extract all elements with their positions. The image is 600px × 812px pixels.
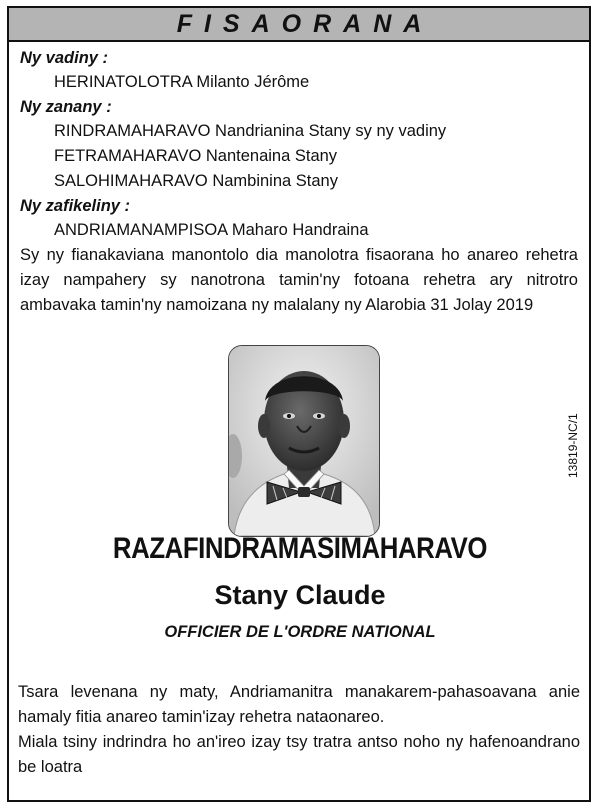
deceased-given-names: Stany Claude (214, 580, 386, 610)
child-name: SALOHIMAHARAVO Nambinina Stany (54, 172, 338, 190)
notice-content (20, 46, 578, 318)
children-section (20, 95, 578, 194)
notice-header (9, 8, 589, 42)
closing-paragraph: Miala tsiny indrindra ho an'ireo izay tsy tratra antso noho ny hafenoandrano be loatra (18, 733, 580, 776)
grandchild-name: ANDRIAMANAMPISOA Maharo Handraina (54, 221, 369, 239)
child-name: FETRAMAHARAVO Nantenaina Stany (54, 147, 338, 165)
deceased-surname: RAZAFINDRAMASIMAHARAVO (112, 532, 488, 565)
spouse-section (20, 46, 578, 95)
spouse-name: HERINATOLOTRA Milanto Jérôme (54, 73, 310, 91)
child-name: RINDRAMAHARAVO Nandrianina Stany sy ny vadiny (54, 122, 447, 140)
notice-title: FISAORANA (176, 9, 434, 38)
grandchildren-label: Ny zafikeliny : (20, 197, 131, 215)
closing-paragraph: Tsara levenana ny maty, Andriamanitra manakarem-pahasoavana anie hamaly fitia anareo tamin'izay rehetra nataonareo. (18, 683, 580, 726)
deceased-portrait (228, 345, 380, 537)
honor-title: OFFICIER DE L'ORDRE NATIONAL (164, 623, 436, 641)
reference-code: 13819-NC/1 (566, 413, 580, 478)
children-label: Ny zanany : (20, 98, 112, 116)
closing-text (18, 680, 580, 780)
spouse-label: Ny vadiny : (20, 49, 109, 67)
thanks-paragraph: Sy ny fianakaviana manontolo dia manolotra fisaorana ho anareo rehetra izay nampahery sy nanotrona tamin'ny fotoana rehetra ary nitrotro ambavaka tamin'ny namoizana ny malalany ny Alarobia 31 Jolay 2019 (20, 246, 578, 314)
grandchildren-section (20, 194, 578, 243)
